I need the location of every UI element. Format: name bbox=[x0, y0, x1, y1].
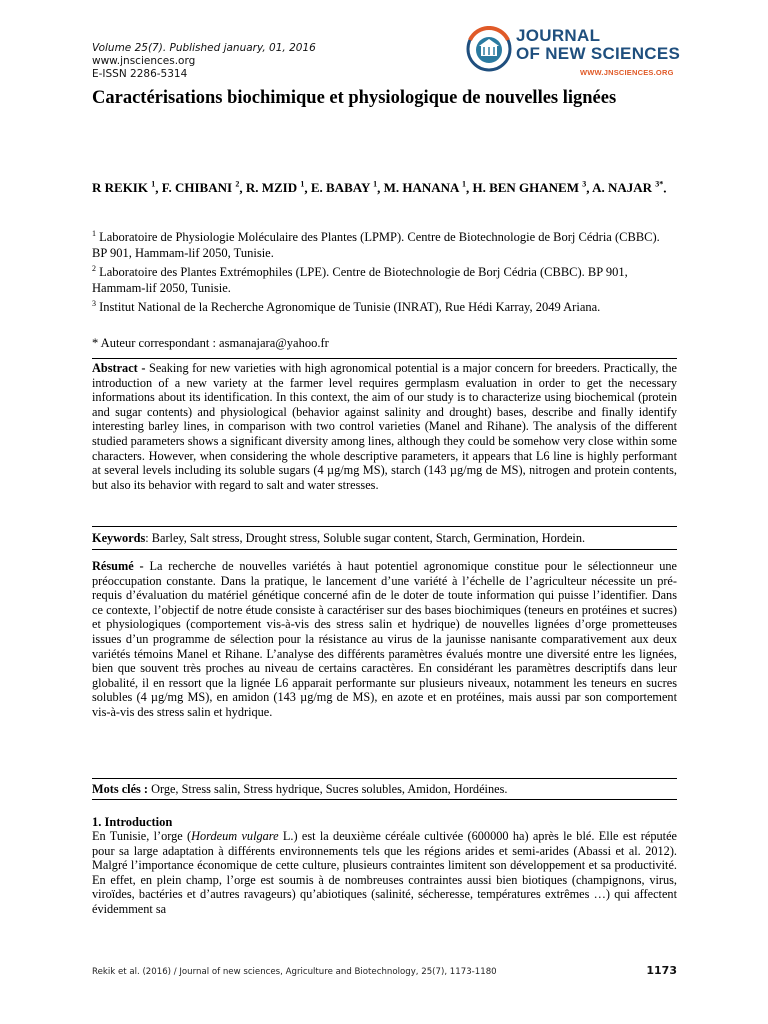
mots-cles bbox=[92, 782, 677, 797]
author: E. BABAY $^1$ bbox=[310, 180, 378, 196]
affiliations bbox=[92, 226, 677, 316]
divider bbox=[92, 778, 677, 779]
author: R REKIK $^1$ bbox=[92, 180, 156, 196]
keywords bbox=[92, 531, 677, 546]
journal-meta bbox=[92, 42, 316, 81]
corresponding-author: * Auteur correspondant : asmanajara@yahoo.fr bbox=[92, 336, 329, 350]
divider bbox=[92, 358, 677, 359]
divider bbox=[92, 799, 677, 800]
logo-url: WWW.JNSCIENCES.ORG bbox=[580, 68, 674, 77]
abstract bbox=[92, 361, 677, 492]
keywords-label: Keywords bbox=[92, 531, 146, 545]
affiliation: $^1$ Laboratoire de Physiologie Moléculaire des Plantes (LPMP). Centre de Biotechnologie de Borj Cédria (CBBC). BP 901, Hammam-lif 2050, Tunisie. bbox=[92, 229, 660, 260]
divider bbox=[92, 526, 677, 527]
author: H. BEN GHANEM $^3$ bbox=[472, 180, 587, 196]
journal-website: www.jnsciences.org bbox=[92, 55, 196, 67]
resume-label: Résumé - bbox=[92, 559, 144, 573]
logo-line-1: JOURNAL bbox=[516, 26, 601, 45]
footer-citation: Rekik et al. (2016) / Journal of new sciences, Agriculture and Biotechnology, 25(7), 1173-1180 bbox=[92, 967, 497, 977]
author: M. HANANA $^1$ bbox=[383, 180, 466, 196]
journal-issn: E-ISSN 2286-5314 bbox=[92, 68, 188, 80]
volume-line: Volume 25(7). Published january, 01, 2016 bbox=[92, 42, 316, 54]
affiliation: $^3$ Institut National de la Recherche Agronomique de Tunisie (INRAT), Rue Hédi Karray, 2049 Ariana. bbox=[92, 299, 601, 315]
abstract-label: Abstract - bbox=[92, 361, 146, 375]
journal-emblem-icon bbox=[466, 26, 512, 72]
paper-title: Caractérisations biochimique et physiologique de nouvelles lignées bbox=[92, 88, 617, 108]
author-list: R REKIK $^1$, F. CHIBANI $^2$, R. MZID $^1$, E. BABAY $^1$, M. HANANA $^1$, H. BEN GHANEM $^3$, A. NAJAR $^{3*}$. bbox=[92, 180, 667, 196]
section-heading-introduction: 1. Introduction bbox=[92, 815, 173, 829]
introduction-text: En Tunisie, l’orge (Hordeum vulgare L.) est la deuxième céréale cultivée (600000 ha) après le blé. Elle est réputée pour sa large adaptation à différents environnements tels que les régions arides et semi-arides (Abassi et al. 2012). Malgré l’importance économique de cette culture, plusieurs contraintes limitent son développement et sa productivité. En effet, en plein champ, l’orge est soumis à de nombreuses contraintes aussi bien biotiques (champignons, virus, viroïdes, bactéries et d’autres ravageurs) qu’abiotiques (salinité, sécheresse, températures extrêmes …) qui affectent évidemment sa bbox=[92, 829, 677, 916]
page-footer bbox=[92, 964, 677, 977]
author: R. MZID $^1$ bbox=[245, 180, 305, 196]
author: A. NAJAR $^{3*}$ bbox=[592, 180, 664, 196]
author: F. CHIBANI $^2$ bbox=[161, 180, 240, 196]
affiliation: $^2$ Laboratoire des Plantes Extrémophiles (LPE). Centre de Biotechnologie de Borj Cédria (CBBC). BP 901, Hammam-lif 2050, Tunisie. bbox=[92, 264, 628, 295]
divider bbox=[92, 549, 677, 550]
mots-cles-text: Orge, Stress salin, Stress hydrique, Sucres solubles, Amidon, Hordéines. bbox=[148, 782, 508, 796]
keywords-text: : Barley, Salt stress, Drought stress, Soluble sugar content, Starch, Germination, Hordein. bbox=[145, 531, 586, 545]
resume bbox=[92, 559, 677, 720]
journal-logo bbox=[466, 26, 686, 84]
species-name: Hordeum vulgare bbox=[191, 829, 279, 843]
page-number: 1173 bbox=[646, 964, 677, 977]
mots-cles-label: Mots clés : bbox=[92, 782, 148, 796]
abstract-text: Seaking for new varieties with high agronomical potential is a major concern for breeders. Practically, the introduction of a new variety at the farmer level requires germplasm evaluation in order to get the necessary informations about its identification. In this context, the aim of our study is to characterize using biochemical (protein and sugar contents) and physiological (behavior against salinity and drought) bases, describe and finally identify interesting barley lines, in comparison with two control varieties (Manel and Rihane). The analysis of the different studied parameters shows a significant diversity among lines, although they could be somehow very close within some characters. However, when considering the whole descriptive parameters, it appears that L6 line is highly performant at several levels including its soluble sugars (4 µg/mg MS), starch (143 µg/mg de MS), nitrogen and protein contents, but also its behavior with regard to salt and water stresses. bbox=[92, 361, 677, 492]
logo-line-2: OF NEW SCIENCES bbox=[516, 44, 681, 63]
resume-text: La recherche de nouvelles variétés à haut potentiel agronomique constitue pour le sélectionneur une préoccupation constante. Dans la pratique, le lancement d’une variété à l’échelle de l’agriculteur nécessite un pré-requis d’évaluation du matériel génétique concerné afin de le doter de toute information qui puisse l’identifier. Dans ce contexte, l’objectif de notre étude consiste à caractériser sur des bases biochimiques (teneurs en protéines et sucres) et physiologiques (comportement vis-à-vis des stress salin et hydrique) de nouvelles lignées d’orge prometteuses issues d’un programme de sélection pour la résistance au virus de la jaunisse nanisante comparativement aux deux variétés témoins Manel et Rihane. L’analyse des différents paramètres évalués montre une diversité entre les lignées, bien que souvent très proches au niveau de certains caractères. En considérant les paramètres descriptifs dans leur globalité, il en ressort que la lignée L6 apparait performante sur plusieurs niveaux, notamment les teneurs en sucres solubles (4 µg/mg MS), en amidon (143 µg/mg de MS), en azote et en protéines, mais aussi par son comportement vis-à-vis des stress salin et hydrique. bbox=[92, 559, 677, 719]
